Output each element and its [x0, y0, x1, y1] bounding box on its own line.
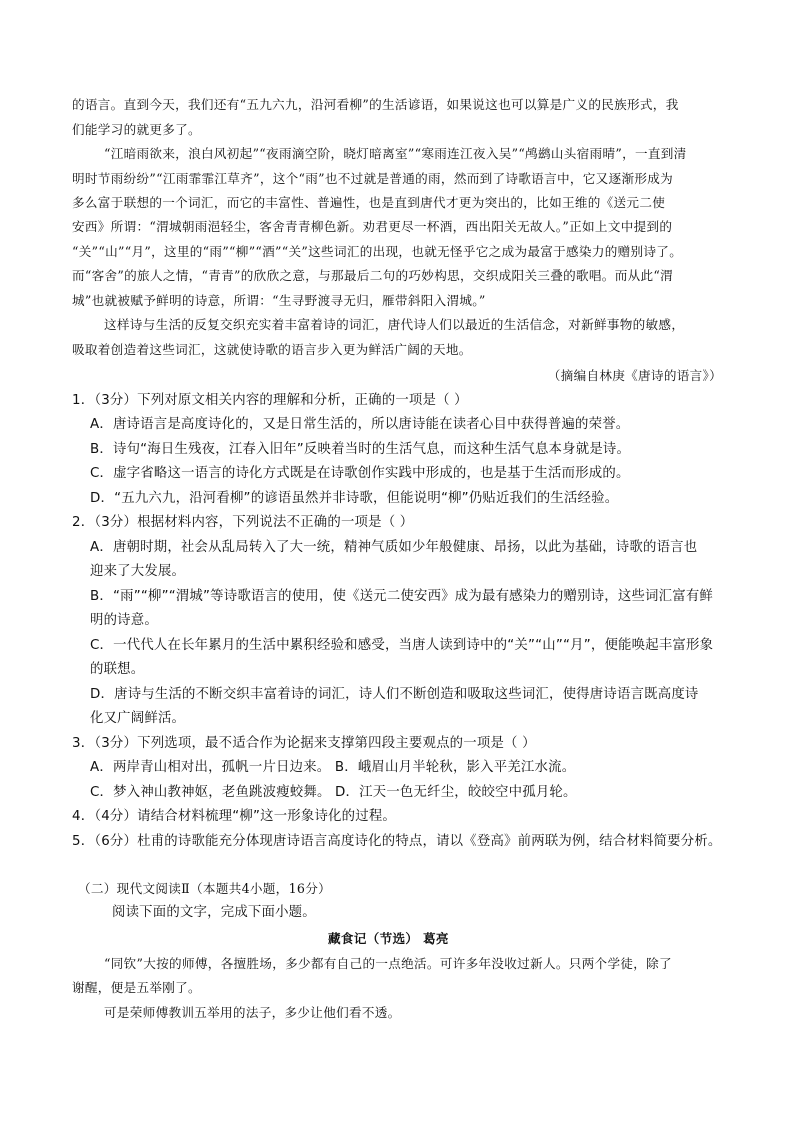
- question-stem-3: 3．（3分）下列选项，最不适合作为论据来支撑第四段主要观点的一项是（ ）: [72, 736, 536, 751]
- passage-line: 城”也就被赋予鲜明的诗意，所谓：“生寻野渡寻无归，雁带斜阳入渭城。”: [72, 293, 486, 308]
- question-stem-1: 1．（3分）下列对原文相关内容的理解和分析，正确的一项是（ ）: [72, 393, 468, 408]
- passage-line: 这样诗与生活的反复交织充实着丰富着诗的词汇，唐代诗人们以最近的生活信念，对新鲜事物的敏感，: [104, 317, 685, 332]
- question-stem-4: 4．（4分）请结合材料梳理“柳”这一形象诗化的过程。: [72, 809, 397, 824]
- option-1b: B．诗句“海日生残夜，江春入旧年”反映着当时的生活气息，而这种生活气息本身就是诗。: [90, 442, 631, 457]
- passage-line: 安西》所谓：“渭城朝雨浥轻尘，客舍青青柳色新。劝君更尽一杯酒，西出阳关无故人。”正如上文中提到的: [72, 219, 673, 234]
- option-3cd: C．梦入神山教神妪，老鱼跳波瘦蛟舞。 D．江天一色无纤尘，皎皎空中孤月轮。: [90, 785, 577, 800]
- passage-line: 多么富于联想的一个词汇，而它的丰富性、普遍性，也是直到唐代才更为突出的，比如王维的《送元二使: [72, 195, 666, 210]
- option-1d: D．“五九六九，沿河看柳”的谚语虽然并非诗歌，但能说明“柳”仍贴近我们的生活经验。: [90, 491, 619, 506]
- option-2d-cont: 化又广阔鲜活。: [90, 711, 186, 726]
- passage-source: （摘编自林庚《唐诗的语言》）: [547, 368, 722, 383]
- story-line: “同钦”大按的师傅，各擅胜场，多少都有自己的一点绝活。可许多年没收过新人。只两个学徒，除了: [104, 956, 672, 971]
- option-2c: C．一代代人在长年累月的生活中累积经验和感受，当唐人读到诗中的“关”“山”“月”，便能唤起丰富形象: [90, 638, 714, 653]
- question-stem-5: 5．（6分）杜甫的诗歌能充分体现唐诗语言高度诗化的特点，请以《登高》前两联为例，结合材料简要分析。: [72, 834, 722, 849]
- passage-line: “江暗雨欲来，浪白风初起”“夜雨滴空阶，晓灯暗离室”“寒雨连江夜入吴”“鸬鹚山头宿雨晴”，一直到清: [104, 146, 687, 161]
- story-line: 可是荣师傅教训五举用的法子，多少让他们看不透。: [104, 1005, 401, 1020]
- question-stem-2: 2．（3分）根据材料内容，下列说法不正确的一项是（ ）: [72, 515, 414, 530]
- option-2a-cont: 迎来了大发展。: [90, 564, 186, 579]
- option-2d: D．唐诗与生活的不断交织丰富着诗的词汇，诗人们不断创造和吸取这些词汇，使得唐诗语言既高度诗: [90, 687, 699, 702]
- option-1c: C．虚字省略这一语言的诗化方式既是在诗歌创作实践中形成的，也是基于生活而形成的。: [90, 466, 630, 481]
- option-2a: A．唐朝时期，社会从乱局转入了大一统，精神气质如少年般健康、昂扬，以此为基础，诗歌的语言也: [90, 540, 698, 555]
- option-3ab: A．两岸青山相对出，孤帆一片日边来。 B．峨眉山月半轮秋，影入平羌江水流。: [90, 760, 576, 775]
- section-heading: （二）现代文阅读Ⅱ（本题共4小题，16分）: [78, 881, 331, 896]
- section-instruction: 阅读下面的文字，完成下面小题。: [112, 905, 316, 920]
- option-2c-cont: 的联想。: [90, 662, 145, 677]
- passage-line: 们能学习的就更多了。: [72, 122, 201, 137]
- passage-line: 明时节雨纷纷”“江雨霏霏江草齐”，这个“雨”也不过就是普通的雨，然而到了诗歌语言中，它又逐渐形成为: [72, 171, 674, 186]
- story-line: 谢醒，便是五举刚了。: [72, 980, 201, 995]
- option-1a: A．唐诗语言是高度诗化的，又是日常生活的，所以唐诗能在读者心目中获得普遍的荣誉。: [90, 417, 630, 432]
- passage-line: 吸取着创造着这些词汇，这就使诗歌的语言步入更为鲜活广阔的天地。: [72, 342, 472, 357]
- passage-line: “关”“山”“月”，这里的“雨”“柳”“酒”“关”这些词汇的出现，也就无怪乎它之成为最富于感染力的赠别诗了。: [72, 244, 683, 259]
- option-2b-cont: 明的诗意。: [90, 613, 158, 628]
- story-title: 藏食记（节选） 葛亮: [328, 931, 449, 946]
- passage-line: 的语言。直到今天，我们还有“五九六九，沿河看柳”的生活谚语，如果说这也可以算是广义的民族形式，我: [72, 97, 679, 112]
- option-2b: B．“雨”“柳”“渭城”等诗歌语言的使用，使《送元二使安西》成为最有感染力的赠别诗，这些词汇富有鲜: [90, 589, 714, 604]
- passage-line: 而“客舍”的旅人之情，“青青”的欣欣之意，与那最后二句的巧妙构思，交织成阳关三叠的歌唱。而从此“渭: [72, 268, 674, 283]
